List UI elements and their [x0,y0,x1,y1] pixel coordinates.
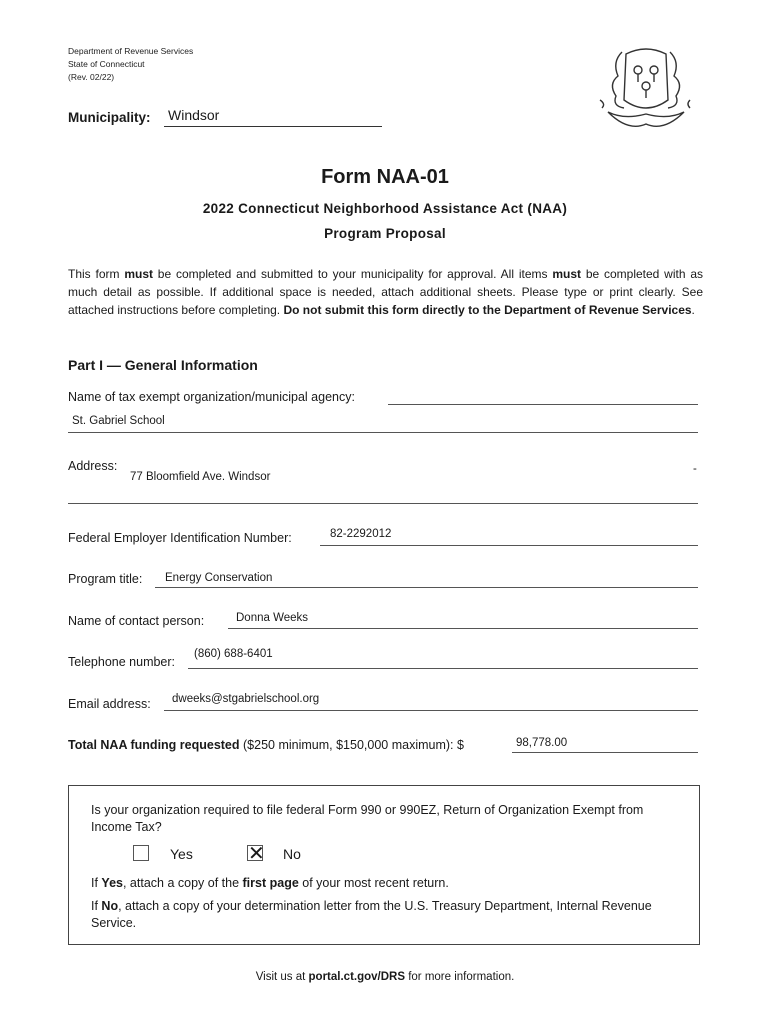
municipality-line [164,126,382,127]
org-name-line [68,432,698,433]
contact-label: Name of contact person: [68,614,205,628]
yes-checkbox[interactable] [133,845,149,861]
no-checkbox[interactable]: ✕ [248,841,265,865]
contact-field[interactable]: Donna Weeks [236,612,309,624]
form-title: Form NAA-01 [321,166,449,188]
form-subtitle: 2022 Connecticut Neighborhood Assistance Act (NAA) [202,201,568,216]
part-heading: Part I — General Information [68,357,258,373]
form-revision: (Rev. 02/22) [68,72,115,82]
program-title-field[interactable]: Energy Conservation [165,572,273,584]
funding-amount-field[interactable]: 98,778.00 [516,737,568,749]
org-label-line [388,404,698,405]
agency-state: State of Connecticut [68,59,145,69]
funding-line [512,752,698,753]
yes-instruction: If Yes, attach a copy of the first page of your most recent return. [91,876,449,890]
drs-link[interactable]: portal.ct.gov/DRS [308,971,406,983]
form-990-question: Is your organization required to file federal Form 990 or 990EZ, Return of Organization Exempt from Income Tax? [91,803,644,834]
program-title-label: Program title: [68,572,143,586]
email-line [164,710,698,711]
telephone-line [188,668,698,669]
fein-field[interactable]: 82-2292012 [330,528,392,540]
no-instruction: If No, attach a copy of your determination letter from the U.S. Treasury Department, Internal Revenue Service. [91,899,652,930]
fein-label: Federal Employer Identification Number: [68,531,292,545]
telephone-label: Telephone number: [68,655,176,669]
address-dash: - [693,463,697,475]
address-line [68,503,698,504]
agency-header [68,45,193,84]
form-subtitle-2: Program Proposal [324,226,446,241]
email-label: Email address: [68,697,151,711]
address-label: Address: [68,459,118,473]
telephone-field[interactable]: (860) 688-6401 [194,648,273,660]
fein-line [320,545,698,546]
program-title-line [155,587,698,588]
instructions-paragraph: This form must be completed and submitted to your municipality for approval. All items must be completed with as much detail as possible. If additional space is needed, attach additional sheets. Please type or print clearly. See attached instructions before completing. Do not submit this form directly to the Department of Revenue Services. [68,267,703,317]
municipality-field[interactable]: Windsor [168,107,220,123]
footer-note: Visit us at portal.ct.gov/DRS for more information. [255,971,515,983]
contact-line [228,628,698,629]
email-field[interactable]: dweeks@stgabrielschool.org [172,693,320,705]
agency-name: Department of Revenue Services [68,46,194,56]
yes-label: Yes [170,846,193,862]
municipality-label: Municipality: [68,110,151,125]
state-seal-icon [598,42,694,134]
org-label: Name of tax exempt organization/municipal agency: [68,390,355,404]
no-label: No [283,846,301,862]
funding-label: Total NAA funding requested ($250 minimum, $150,000 maximum): $ [68,738,464,752]
org-name-field[interactable]: St. Gabriel School [72,415,165,427]
address-field[interactable]: 77 Bloomfield Ave. Windsor [130,471,271,483]
